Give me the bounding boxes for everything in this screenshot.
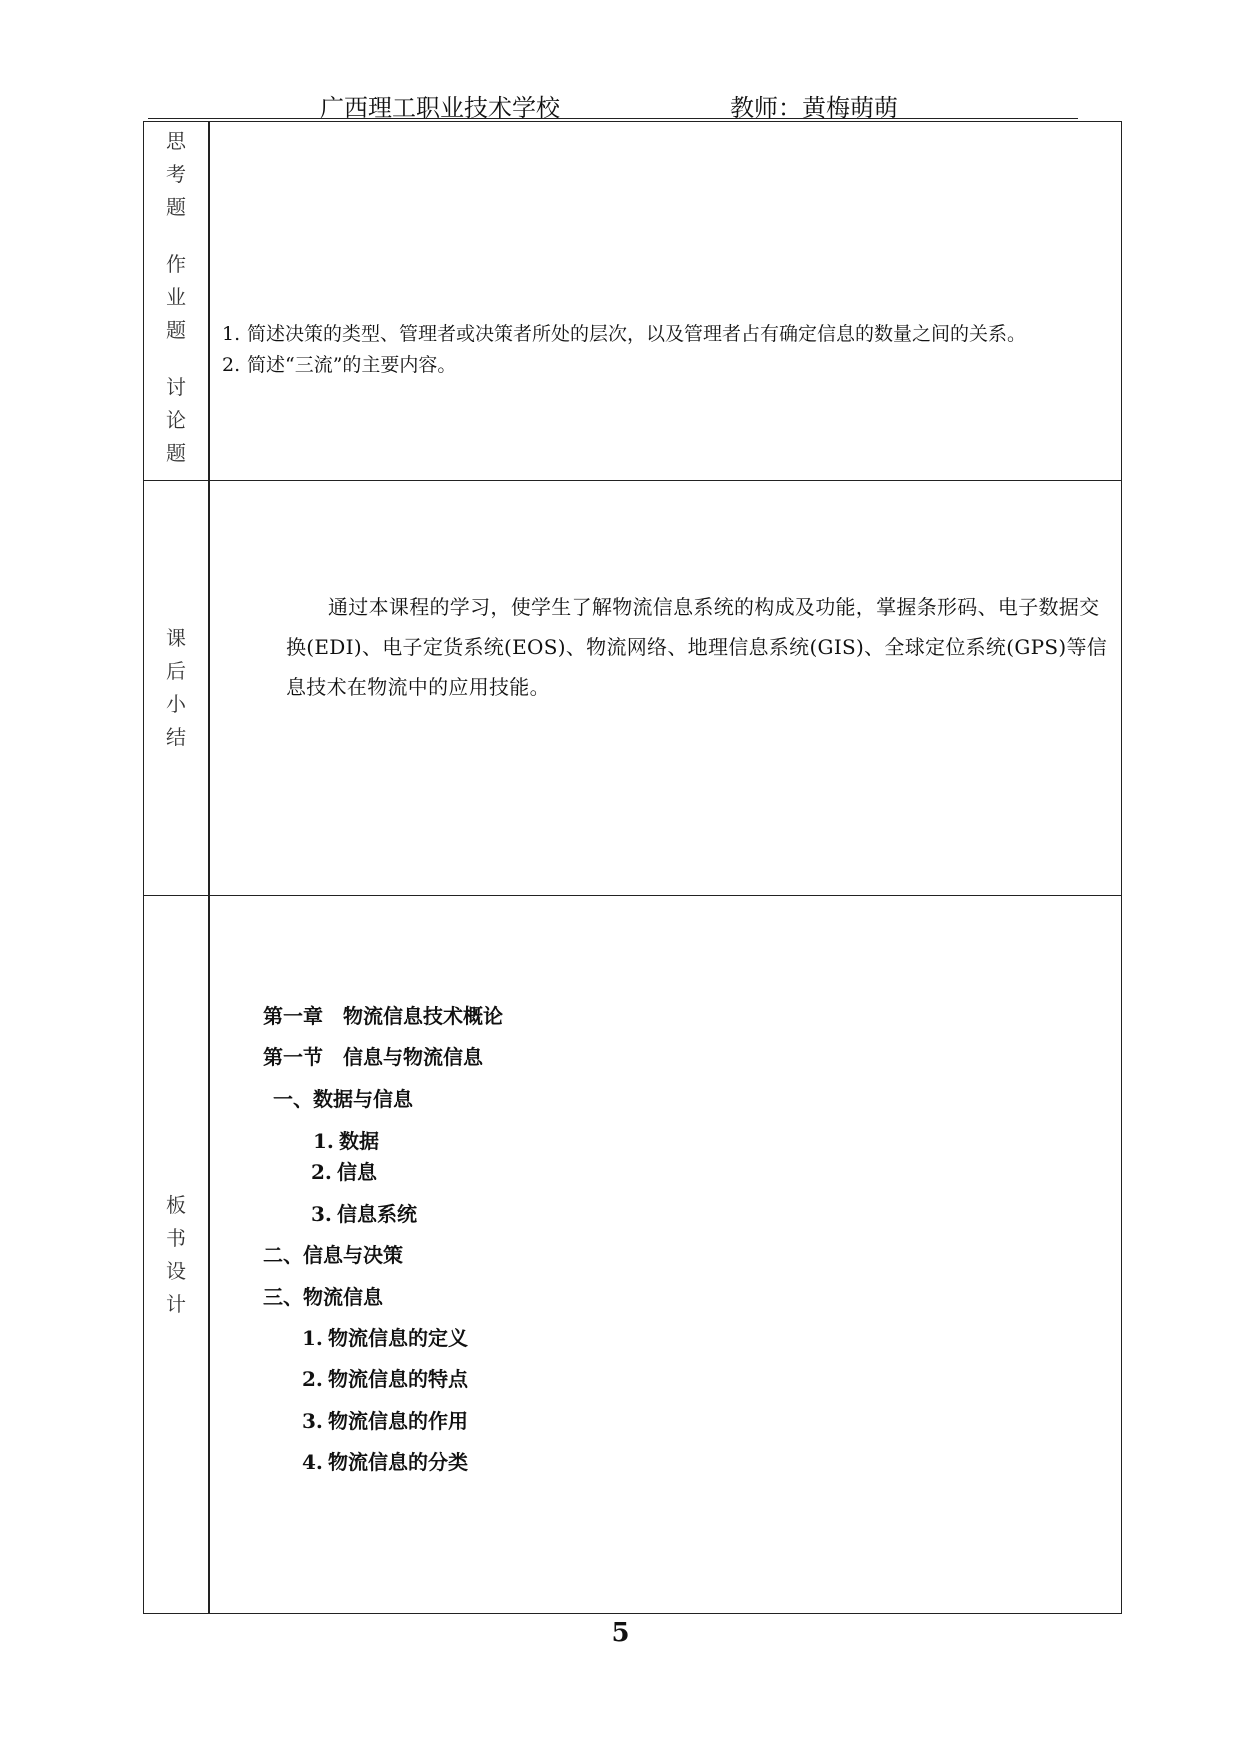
exercise-text: 简述“三流”的主要内容。	[247, 354, 457, 376]
subitem-classification: 4. 物流信息的分类	[302, 1450, 468, 1474]
label-summary: 课 后 小 结	[166, 626, 186, 749]
exercise-list	[222, 319, 1026, 381]
summary-content	[210, 481, 1121, 895]
summary-paragraph: 通过本课程的学习，使学生了解物流信息系统的构成及功能，掌握条形码、电子数据交换(EDI)、电子定货系统(EOS)、物流网络、地理信息系统(GIS)、全球定位系统(GPS)等信息技术在物流中的应用技能。	[286, 595, 1108, 699]
label-board: 板 书 设 计	[166, 1192, 186, 1316]
exercises-content	[210, 122, 1121, 480]
page-number: 5	[611, 1618, 630, 1648]
subitem-info: 2. 信息	[311, 1160, 377, 1184]
board-row	[144, 895, 1121, 1613]
exercise-number: 1.	[222, 323, 241, 345]
summary-row	[144, 480, 1121, 895]
page-header	[148, 86, 1078, 122]
exercise-text: 简述决策的类型、管理者或决策者所处的层次，以及管理者占有确定信息的数量之间的关系。	[247, 323, 1027, 345]
label-homework: 作 业 题	[166, 252, 186, 342]
subitem-features: 2. 物流信息的特点	[302, 1367, 468, 1391]
board-label	[144, 896, 210, 1613]
chapter-title: 第一章 物流信息技术概论	[263, 1004, 503, 1028]
heading-logistics-info: 三、物流信息	[263, 1285, 383, 1309]
exercises-label	[144, 122, 210, 480]
subitem-roles: 3. 物流信息的作用	[302, 1409, 468, 1433]
subitem-definition: 1. 物流信息的定义	[302, 1326, 468, 1350]
lesson-table	[143, 121, 1122, 1614]
summary-label	[144, 481, 210, 895]
heading-data-info: 一、数据与信息	[273, 1087, 413, 1111]
subitem-info-system: 3. 信息系统	[311, 1202, 417, 1226]
label-discussion: 讨 论 题	[166, 375, 186, 465]
section-title: 第一节 信息与物流信息	[263, 1045, 483, 1069]
heading-info-decision: 二、信息与决策	[263, 1243, 403, 1267]
exercise-number: 2.	[222, 354, 241, 376]
label-thinking: 思 考 题	[166, 129, 186, 219]
exercise-item	[222, 319, 1026, 350]
exercise-item	[222, 350, 1026, 381]
board-content	[210, 896, 1121, 1613]
subitem-data: 1. 数据	[313, 1129, 379, 1153]
exercises-row	[144, 122, 1121, 480]
school-name: 广西理工职业技术学校	[320, 94, 560, 122]
teacher-name: 教师：黄梅萌萌	[730, 94, 898, 122]
